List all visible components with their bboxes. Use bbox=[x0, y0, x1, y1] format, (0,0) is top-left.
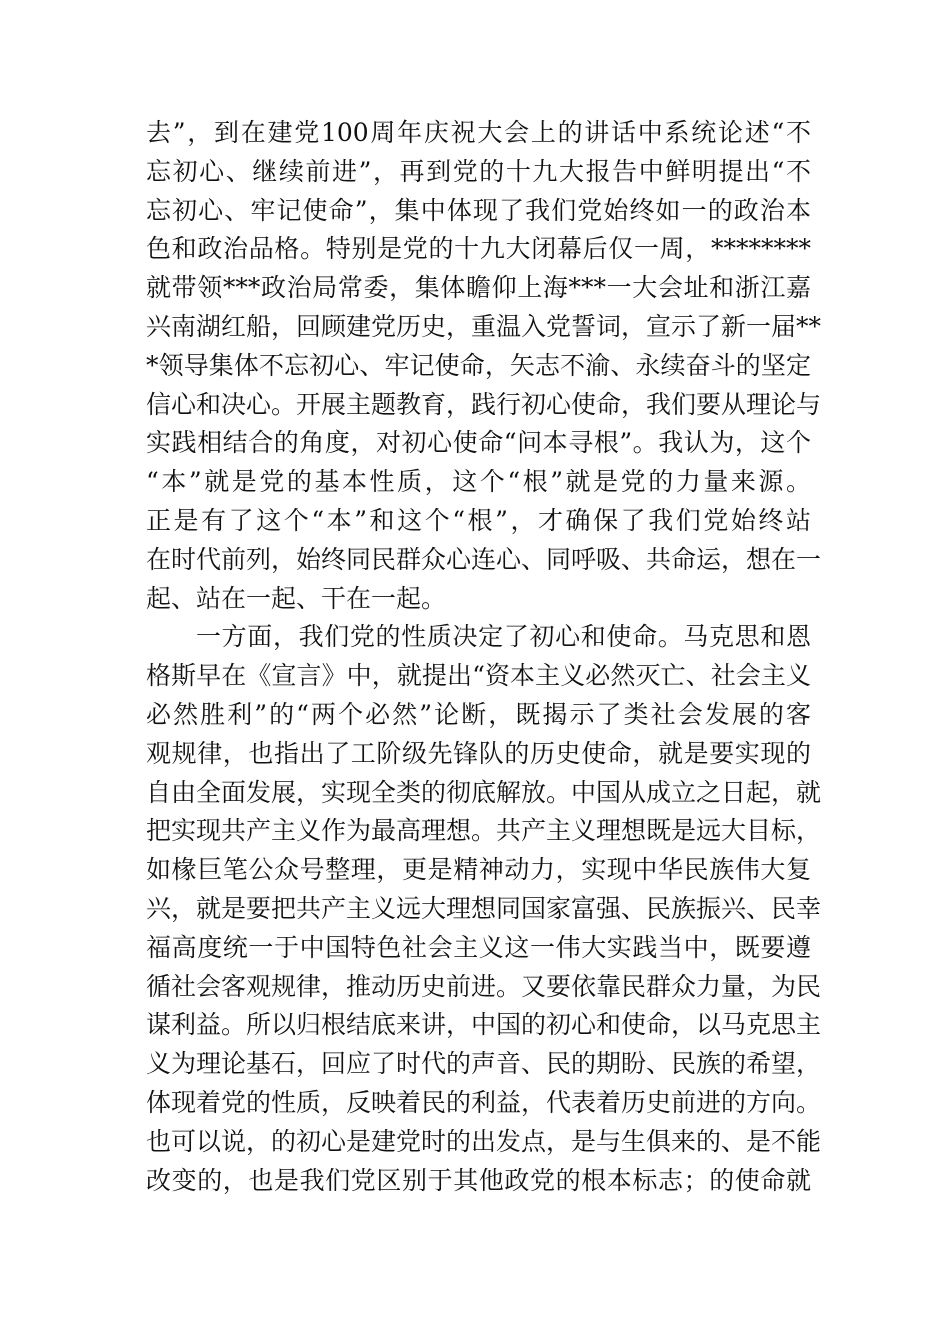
paragraph-1 bbox=[146, 114, 822, 618]
text-line: “本”就是党的基本性质，这个“根”就是党的力量来源。 bbox=[146, 467, 811, 497]
text-line: 色和政治品格。特别是党的十九大闭幕后仅一周，******** bbox=[146, 234, 811, 264]
text-line: 信心和决心。开展主题教育，践行初心使命，我们要从理论与 bbox=[146, 389, 822, 419]
text-line: 兴南湖红船，回顾建党历史，重温入党誓词，宣示了新一届** bbox=[146, 311, 822, 341]
text-line: *领导集体不忘初心、牢记使命，矢志不渝、永续奋斗的坚定 bbox=[146, 350, 811, 380]
text-line: 去”，到在建党100周年庆祝大会上的讲话中系统论述“不 bbox=[146, 118, 811, 147]
text-line: 谋利益。所以归根结底来讲，中国的初心和使命，以马克思主 bbox=[146, 1010, 822, 1040]
text-line: 格斯早在《宣言》中，就提出“资本主义必然灭亡、社会主义 bbox=[146, 661, 811, 691]
text-line: 改变的，也是我们党区别于其他政党的根本标志；的使命就 bbox=[146, 1165, 811, 1195]
paragraph-2 bbox=[146, 618, 822, 1200]
text-line: 义为理论基石，回应了时代的声音、民的期盼、民族的希望， bbox=[146, 1049, 822, 1079]
text-line: 福高度统一于中国特色社会主义这一伟大实践当中，既要遵 bbox=[146, 932, 811, 962]
text-line: 忘初心、继续前进”，再到党的十九大报告中鲜明提出“不 bbox=[146, 156, 811, 186]
text-line: 必然胜利”的“两个必然”论断，既揭示了类社会发展的客 bbox=[146, 699, 811, 729]
text-line: 循社会客观规律，推动历史前进。又要依靠民群众力量，为民 bbox=[146, 971, 822, 1001]
text-line: 起、站在一起、干在一起。 bbox=[146, 583, 447, 613]
text-line: 也可以说，的初心是建党时的出发点，是与生俱来的、是不能 bbox=[146, 1126, 822, 1156]
text-line: 自由全面发展，实现全类的彻底解放。中国从成立之日起，就 bbox=[146, 777, 822, 807]
text-line: 把实现共产主义作为最高理想。共产主义理想既是远大目标， bbox=[146, 816, 822, 846]
text-line: 在时代前列，始终同民群众心连心、同呼吸、共命运，想在一 bbox=[146, 544, 822, 574]
text-line: 一方面，我们党的性质决定了初心和使命。马克思和恩 bbox=[196, 622, 811, 652]
text-line: 实践相结合的角度，对初心使命“问本寻根”。我认为，这个 bbox=[146, 428, 811, 458]
text-line: 就带领***政治局常委，集体瞻仰上海***一大会址和浙江嘉 bbox=[146, 273, 811, 303]
text-line: 忘初心、牢记使命”，集中体现了我们党始终如一的政治本 bbox=[146, 195, 811, 225]
text-line: 观规律，也指出了工阶级先锋队的历史使命，就是要实现的 bbox=[146, 738, 811, 768]
text-line: 体现着党的性质，反映着民的利益，代表着历史前进的方向。 bbox=[146, 1087, 822, 1117]
document-body bbox=[146, 114, 822, 1200]
text-line: 兴，就是要把共产主义远大理想同国家富强、民族振兴、民幸 bbox=[146, 893, 822, 923]
text-line: 正是有了这个“本”和这个“根”，才确保了我们党始终站 bbox=[146, 505, 811, 535]
text-line: 如椽巨笔公众号整理，更是精神动力，实现中华民族伟大复 bbox=[146, 855, 811, 885]
